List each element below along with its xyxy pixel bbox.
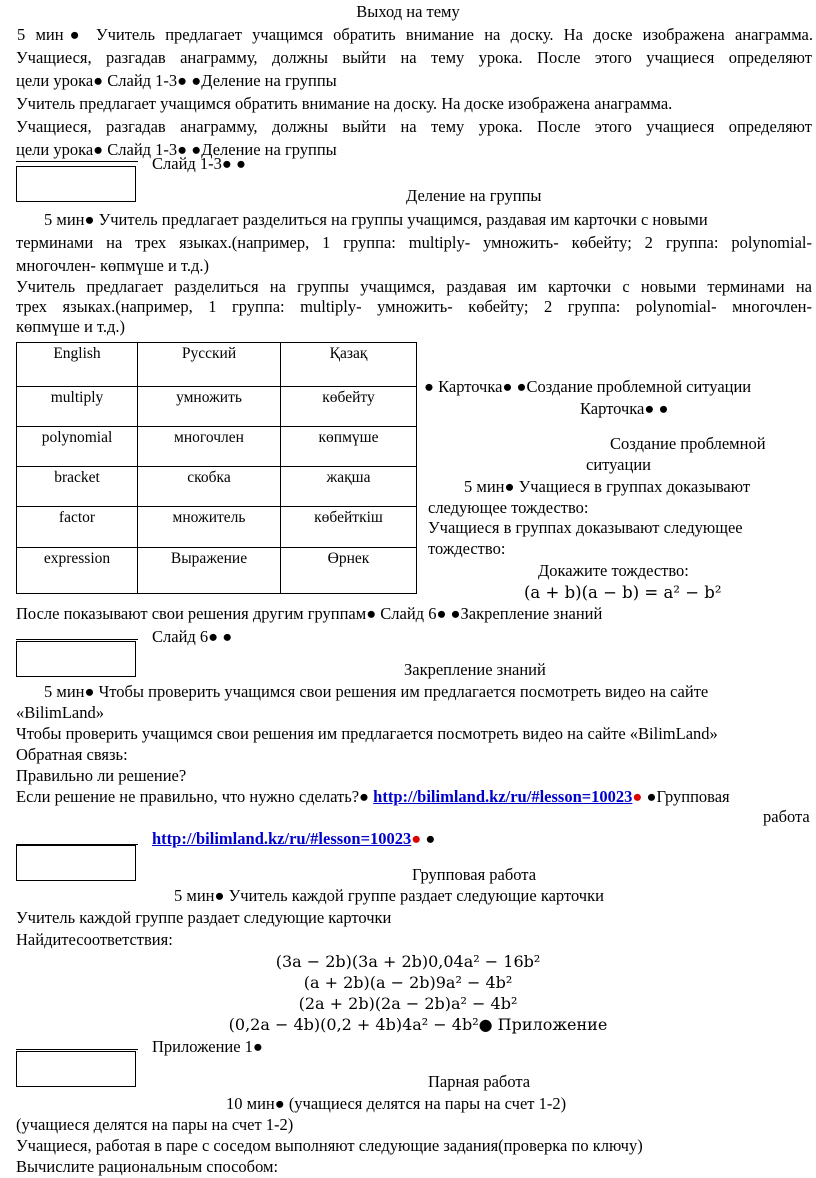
text-line: 5 мин● Учитель каждой группе раздает следующие карточки [174, 886, 604, 905]
section-heading: Групповая работа [412, 865, 537, 884]
text-line: Учащиеся в группах доказывают следующее [428, 518, 743, 537]
text-line: Докажите тождество: [538, 561, 689, 580]
section-heading: Деление на группы [406, 186, 542, 205]
text-line: Учащиеся, разгадав анаграмму, должны выйти на тему урока. После этого учащиеся определяют [16, 48, 812, 67]
divider [16, 1049, 138, 1050]
text-line: следующее тождество: [428, 498, 589, 517]
table-header: Русский [138, 343, 281, 387]
placeholder-box [16, 1051, 136, 1087]
text-line: 5 мин● Чтобы проверить учащимся свои решения им предлагается посмотреть видео на сайте [44, 682, 709, 701]
text-line: Обратная связь: [16, 745, 128, 764]
placeholder-box [16, 641, 136, 677]
text-line: (учащиеся делятся на пары на счет 1-2) [16, 1115, 294, 1134]
text-line: 5 мин● Учитель предлагает разделиться на группы учащимся, раздавая им карточки с новыми [44, 210, 708, 229]
text-line: Учитель каждой группе раздает следующие карточки [16, 908, 392, 927]
bullet-mark: ● [632, 787, 643, 806]
text-line: цели урока● Слайд 1-3● ●Деление на группы [16, 140, 337, 159]
table-cell: bracket [17, 467, 138, 507]
terms-table [16, 342, 417, 594]
table-cell: Өрнек [281, 548, 417, 594]
table-row [17, 467, 417, 507]
appendix-ref: Приложение 1● [152, 1037, 263, 1056]
table-cell: умножить [138, 387, 281, 427]
table-cell: көпмүше [281, 427, 417, 467]
table-header: English [17, 343, 138, 387]
text-line: ● Карточка● ●Создание проблемной ситуации [424, 377, 752, 396]
text-line: Карточка● ● [580, 399, 669, 418]
table-header-row [17, 343, 417, 387]
section-heading: Парная работа [428, 1072, 531, 1091]
math-identity: (a + b)(a − b) = a² − b² [524, 583, 722, 602]
bullet-mark: ● [425, 829, 436, 848]
bilimland-link-2[interactable]: http://bilimland.kz/ru/#lesson=10023 [152, 829, 412, 848]
table-cell: скобка [138, 467, 281, 507]
table-cell: expression [17, 548, 138, 594]
table-row [17, 427, 417, 467]
text-line [16, 786, 730, 808]
text-line: Правильно ли решение? [16, 766, 187, 785]
text-line: многочлен- көпмүше и т.д.) [16, 256, 210, 275]
text-line: «BilimLand» [16, 703, 104, 722]
placeholder-box [16, 845, 136, 881]
text-line: ситуации [586, 455, 651, 474]
section-heading: Закрепление знаний [404, 660, 546, 679]
text-line: После показывают свои решения другим группам● Слайд 6● ●Закрепление знаний [16, 604, 603, 623]
math-expression: (0,2a − 4b)(0,2 + 4b)4a² − 4b²● Приложение [228, 1015, 608, 1034]
table-header: Қазақ [281, 343, 417, 387]
text-line [152, 828, 435, 850]
text-line: Учащиеся, разгадав анаграмму, должны выйти на тему урока. После этого учащиеся определяют [16, 117, 812, 136]
table-row [17, 548, 417, 594]
text-line: Учащиеся, работая в паре с соседом выполняют следующие задания(проверка по ключу) [16, 1136, 643, 1155]
text-line: работа [763, 807, 810, 826]
bullet-mark: ● [411, 829, 422, 848]
text-line: цели урока● Слайд 1-3● ●Деление на группы [16, 71, 337, 90]
divider [16, 639, 138, 640]
table-cell: многочлен [138, 427, 281, 467]
table-cell: Выражение [138, 548, 281, 594]
text-span: Если решение не правильно, что нужно сделать?● [16, 787, 370, 806]
table-cell: көбейткіш [281, 507, 417, 548]
text-line: 5 мин● Учащиеся в группах доказывают [464, 477, 751, 496]
section-title: Выход на тему [356, 2, 460, 21]
text-line: Учитель предлагает разделиться на группы учащимся, раздавая им карточки с новыми терминами на [16, 277, 812, 296]
text-line: көпмүше и т.д.) [16, 317, 126, 336]
text-line: 5 мин● Учитель предлагает учащимся обратить внимание на доску. На доске изображена анаграмма. [17, 25, 813, 44]
table-cell: factor [17, 507, 138, 548]
text-line: Чтобы проверить учащимся свои решения им предлагается посмотреть видео на сайте «BilimLand» [16, 724, 718, 743]
math-expression: (a + 2b)(a − 2b)9a² − 4b² [303, 973, 513, 992]
slide-ref: Слайд 6● ● [152, 627, 233, 646]
slide-ref: Слайд 1-3● ● [152, 154, 246, 173]
table-cell: жақша [281, 467, 417, 507]
text-line: Создание проблемной [610, 434, 766, 453]
placeholder-box [16, 166, 136, 202]
text-line: тождество: [428, 539, 506, 558]
table-cell: polynomial [17, 427, 138, 467]
table-cell: множитель [138, 507, 281, 548]
text-line: терминами на трех языках.(например, 1 группа: multiply- умножить- көбейту; 2 группа: polynomial- [16, 233, 812, 252]
text-span: ●Групповая [646, 787, 730, 806]
text-line: трех языках.(например, 1 группа: multiply- умножить- көбейту; 2 группа: polynomial- многочлен- [16, 297, 812, 316]
table-cell: multiply [17, 387, 138, 427]
divider [16, 161, 138, 162]
text-line: Учитель предлагает учащимся обратить внимание на доску. На доске изображена анаграмма. [16, 94, 673, 113]
table-row [17, 387, 417, 427]
bilimland-link[interactable]: http://bilimland.kz/ru/#lesson=10023 [373, 787, 633, 806]
text-line: Вычислите рациональным способом: [16, 1157, 279, 1176]
math-expression: (2a + 2b)(2a − 2b)a² − 4b² [298, 994, 518, 1013]
text-line: 10 мин● (учащиеся делятся на пары на счет 1-2) [226, 1094, 567, 1113]
table-row [17, 507, 417, 548]
math-expression: (3a − 2b)(3a + 2b)0,04a² − 16b² [275, 952, 541, 971]
text-line: Найдитесоответствия: [16, 930, 173, 949]
table-cell: көбейту [281, 387, 417, 427]
